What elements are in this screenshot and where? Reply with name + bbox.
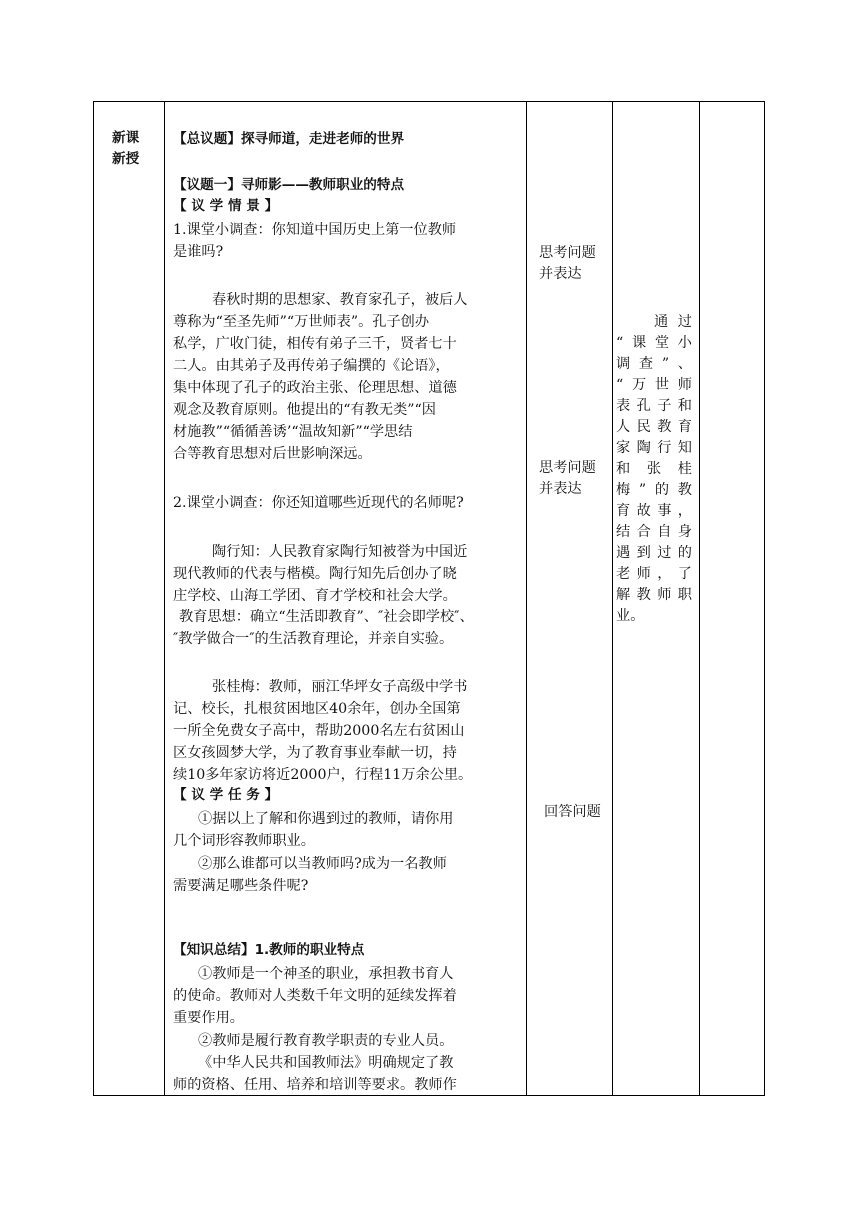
summary-line: 重要作用。 (173, 1010, 244, 1026)
intent-line: “ 课 堂 小 (616, 335, 692, 351)
confucius-paragraph-line: 二人。由其弟子及再传弟子编撰的《论语》， (173, 358, 450, 374)
task-line: ②那么谁都可以当教师吗?成为一名教师 (198, 856, 447, 872)
task-line: ①据以上了解和你遇到过的教师，请你用 (198, 811, 454, 827)
main-topic-label: 【总议题】 (173, 131, 241, 147)
summary-line: 《中华人民共和国教师法》明确规定了教 (198, 1055, 454, 1071)
zhang-paragraph-line: 续10多年家访将近2000户，行程11万余公里。 (173, 767, 473, 783)
task-heading: 【 议 学 任 务 】 (173, 787, 279, 803)
intent-line: 结 合 自 身 (616, 524, 692, 540)
confucius-paragraph-line: 私学，广收门徒，相传有弟子三千，贤者七十 (173, 336, 457, 352)
task-line: 需要满足哪些条件呢? (173, 878, 309, 894)
intent-line: 表 孔 子 和 (616, 398, 692, 414)
summary-heading (173, 940, 364, 960)
main-topic (173, 129, 404, 149)
intent-line: “ 万 世 师 (616, 377, 692, 393)
zhang-paragraph-line: 记、校长，扎根贫困地区40余年，创办全国第 (173, 701, 461, 717)
activity-think-line1: 思考问题 (539, 460, 596, 476)
intent-line: 调 查 ” 、 (616, 356, 692, 372)
content-cell (165, 102, 526, 1095)
summary-label: 【知识总结】 (173, 942, 255, 958)
tao-paragraph-line: 教育思想：确立“生活即教育”、″社会即学校″、 (179, 609, 474, 625)
zhang-paragraph-line: 区女孩圆梦大学，为了教育事业奉献一切，持 (173, 745, 457, 761)
intent-line: 通 过 (654, 314, 692, 330)
summary-line: 的使命。教师对人类数千年文明的延续发挥着 (173, 988, 457, 1004)
intent-line: 和 张 桂 (616, 461, 692, 477)
situation-heading: 【 议 学 情 景 】 (173, 198, 279, 214)
activity-think-line2: 并表达 (539, 481, 582, 497)
main-topic-text: 探寻师道，走进老师的世界 (240, 131, 405, 147)
survey1-line: 是谁吗? (173, 244, 224, 260)
intent-line: 梅 ” 的 教 (616, 482, 692, 498)
tao-paragraph-line: ″教学做合一″的生活教育理论，并亲自实验。 (173, 631, 454, 647)
confucius-paragraph-line: 集中体现了孔子的政治主张、伦理思想、道德 (173, 380, 457, 396)
survey1-line: 1.课堂小调查：你知道中国历史上第一位教师 (173, 222, 457, 238)
summary-line: ②教师是履行教育教学职责的专业人员。 (198, 1033, 454, 1049)
survey2-line: 2.课堂小调查：你还知道哪些近现代的名师呢? (173, 495, 464, 511)
stage-label-line1: 新课 (112, 130, 140, 146)
tao-paragraph-line: 现代教师的代表与楷模。陶行知先后创办了晓 (173, 566, 457, 582)
summary-title: 1.教师的职业特点 (254, 942, 365, 958)
topic1-label: 【议题一】 (173, 177, 241, 193)
intent-line: 老 师 ， 了 (616, 566, 692, 582)
summary-line: 师的资格、任用、培养和培训等要求。教师作 (173, 1077, 457, 1093)
zhang-paragraph-line: 张桂梅：教师，丽江华坪女子高级中学书 (212, 679, 468, 695)
confucius-paragraph-line: 观念及教育原则。他提出的“有教无类”“因 (173, 402, 436, 418)
stage-cell (94, 102, 164, 1095)
activity-think-line2: 并表达 (539, 266, 582, 282)
zhang-paragraph-line: 一所全免费女子高中，帮助2000名左右贫困山 (173, 723, 465, 739)
activity-answer: 回答问题 (544, 804, 601, 820)
student-activity-cell (527, 102, 612, 1095)
intent-line: 家 陶 行 知 (616, 440, 692, 456)
lesson-plan-table (93, 101, 765, 1096)
intent-line: 遇 到 过 的 (616, 545, 692, 561)
topic1-text: 寻师影——教师职业的特点 (240, 177, 405, 193)
notes-cell (700, 102, 764, 1095)
design-intent-cell (613, 102, 699, 1095)
tao-paragraph-line: 陶行知：人民教育家陶行知被誉为中国近 (212, 544, 468, 560)
intent-line: 解 教 师 职 (616, 587, 692, 603)
activity-think-line1: 思考问题 (539, 245, 596, 261)
task-line: 几个词形容教师职业。 (173, 833, 315, 849)
confucius-paragraph-line: 合等教育思想对后世影响深远。 (173, 446, 372, 462)
summary-line: ①教师是一个神圣的职业，承担教书育人 (198, 966, 454, 982)
topic1-heading (173, 175, 404, 195)
confucius-paragraph-line: 材施教”“循循善诱’“温故知新”“学思结 (173, 424, 413, 440)
intent-line: 人 民 教 育 (616, 419, 692, 435)
intent-line: 育 故 事 ， (616, 503, 692, 519)
intent-line: 业。 (616, 608, 645, 624)
stage-label-line2: 新授 (112, 151, 140, 167)
tao-paragraph-line: 庄学校、山海工学团、育才学校和社会大学。 (173, 588, 457, 604)
confucius-paragraph-line: 尊称为“至圣先师”“万世师表”。孔子创办 (173, 314, 430, 330)
confucius-paragraph-line: 春秋时期的思想家、教育家孔子，被后人 (212, 292, 468, 308)
